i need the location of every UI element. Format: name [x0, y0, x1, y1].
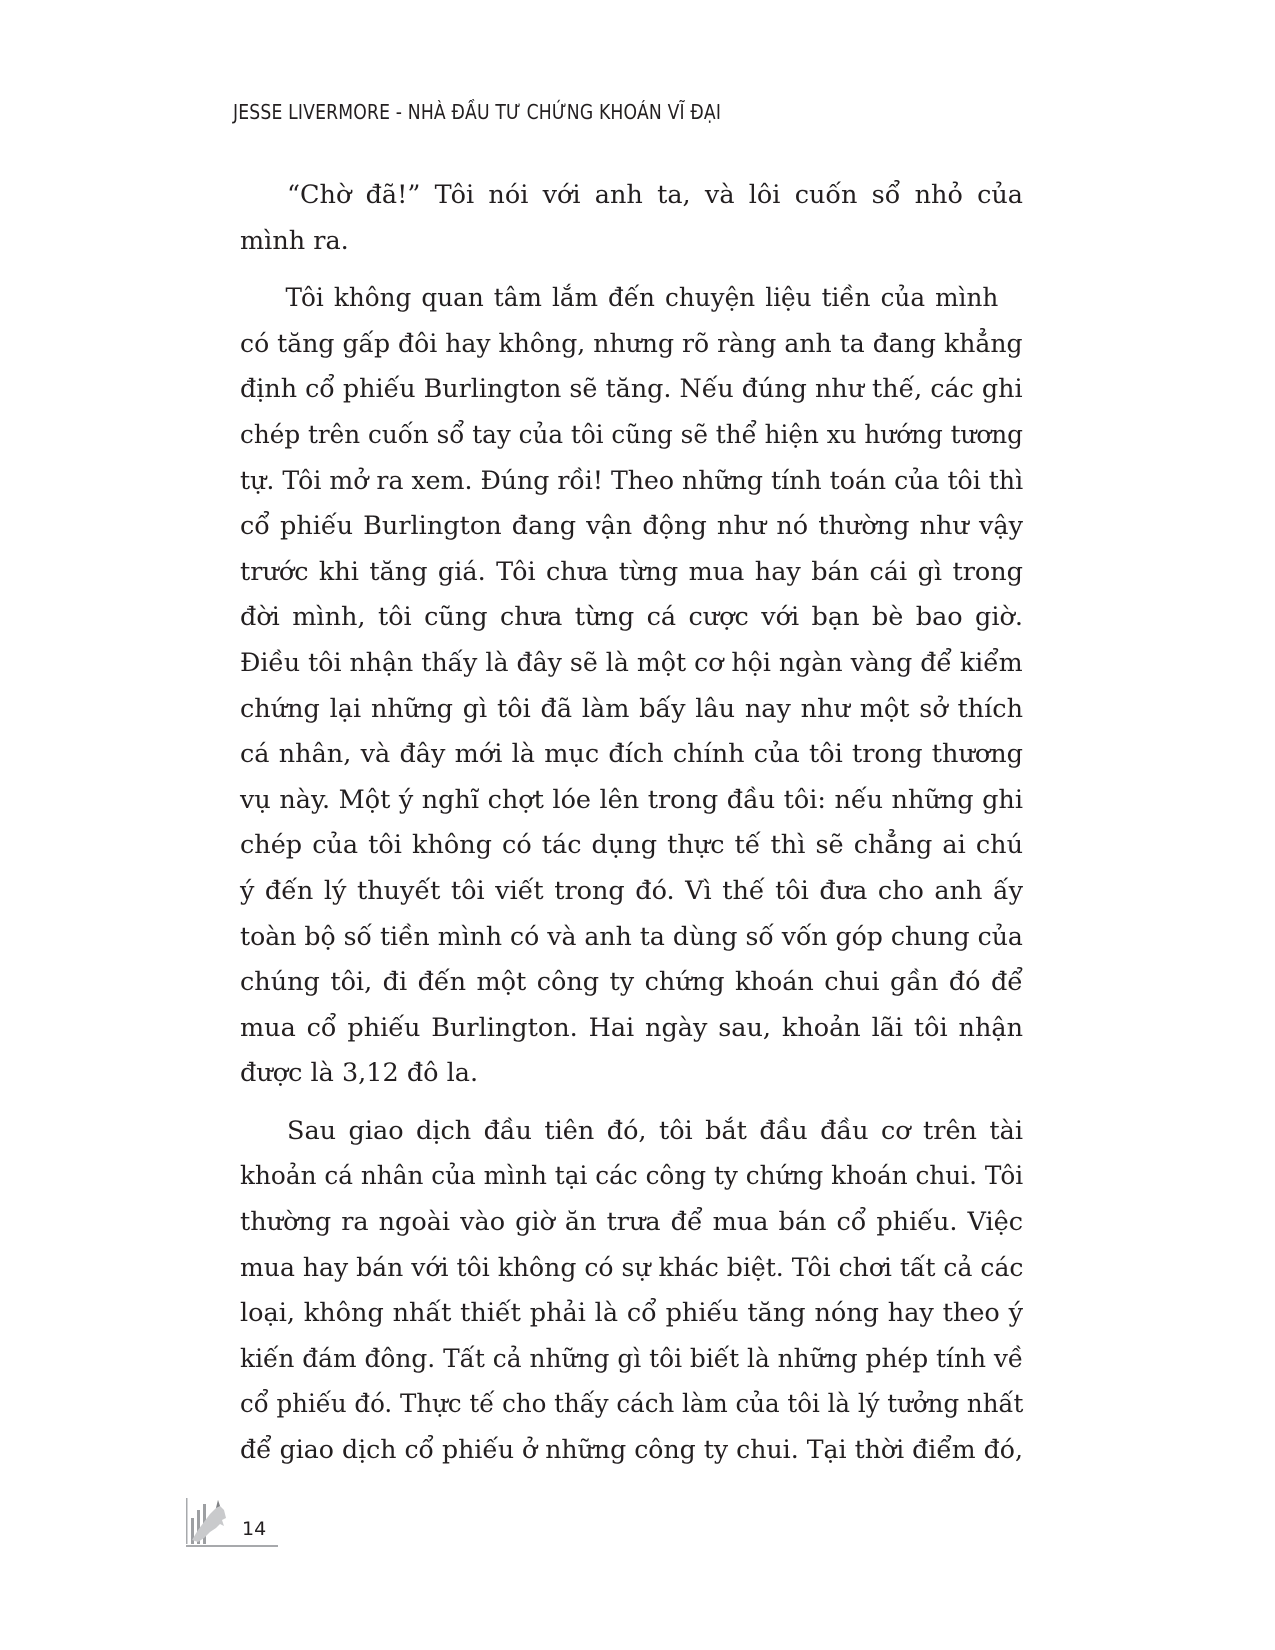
- text-line: loại, không nhất thiết phải là cổ phiếu tăng nóng hay theo ý: [240, 1298, 1023, 1329]
- text-line: Sau giao dịch đầu tiên đó, tôi bắt đầu đầu cơ trên tài: [287, 1115, 1023, 1146]
- text-line: Điều tôi nhận thấy là đây sẽ là một cơ hội ngàn vàng để kiểm: [240, 647, 1023, 678]
- text-line: mua hay bán với tôi không có sự khác biệt. Tôi chơi tất cả các: [240, 1252, 1024, 1283]
- text-line: được là 3,12 đô la.: [240, 1058, 479, 1089]
- text-line: cổ phiếu đó. Thực tế cho thấy cách làm của tôi là lý tưởng nhất: [240, 1389, 1024, 1420]
- paragraph-3: [240, 1109, 1023, 1474]
- text-line: trước khi tăng giá. Tôi chưa từng mua hay bán cái gì trong: [240, 556, 1023, 587]
- text-line: đời mình, tôi cũng chưa từng cá cược với bạn bè bao giờ.: [240, 602, 1023, 633]
- text-line: cổ phiếu Burlington đang vận động như nó thường như vậy: [240, 511, 1023, 542]
- text-line: có tăng gấp đôi hay không, nhưng rõ ràng anh ta đang khẳng: [240, 328, 1023, 359]
- footer-rule: [186, 1545, 278, 1547]
- text-line: chép của tôi không có tác dụng thực tế thì sẽ chẳng ai chú: [240, 830, 1023, 861]
- text-line: toàn bộ số tiền mình có và anh ta dùng số vốn góp chung của: [240, 921, 1023, 952]
- text-line: ý đến lý thuyết tôi viết trong đó. Vì thế tôi đưa cho anh ấy: [240, 875, 1023, 906]
- text-line: để giao dịch cổ phiếu ở những công ty chui. Tại thời điểm đó,: [240, 1435, 1023, 1466]
- text-line: tự. Tôi mở ra xem. Đúng rồi! Theo những tính toán của tôi thì: [240, 465, 1024, 496]
- text-line: Tôi không quan tâm lắm đến chuyện liệu tiền của mình: [285, 283, 999, 314]
- text-line: mua cổ phiếu Burlington. Hai ngày sau, khoản lãi tôi nhận: [240, 1012, 1023, 1043]
- text-line: khoản cá nhân của mình tại các công ty chứng khoán chui. Tôi: [240, 1161, 1024, 1192]
- text-line: chép trên cuốn sổ tay của tôi cũng sẽ thể hiện xu hướng tương: [240, 419, 1023, 450]
- text-line: chúng tôi, đi đến một công ty chứng khoán chui gần đó để: [240, 967, 1023, 998]
- text-line: vụ này. Một ý nghĩ chợt lóe lên trong đầu tôi: nếu những ghi: [240, 784, 1023, 815]
- body-text: [240, 173, 1023, 1486]
- paragraph-2: [240, 276, 1023, 1097]
- text-line: thường ra ngoài vào giờ ăn trưa để mua bán cổ phiếu. Việc: [240, 1207, 1023, 1238]
- text-line: chứng lại những gì tôi đã làm bấy lâu nay như một sở thích: [240, 693, 1023, 724]
- bull-chart-icon: [186, 1496, 234, 1544]
- text-line: định cổ phiếu Burlington sẽ tăng. Nếu đúng như thế, các ghi: [240, 374, 1023, 405]
- running-header: JESSE LIVERMORE - NHÀ ĐẦU TƯ CHỨNG KHOÁN VĨ ĐẠI: [233, 100, 722, 124]
- page-number: 14: [242, 1518, 267, 1540]
- text-line: kiến đám đông. Tất cả những gì tôi biết là những phép tính về: [240, 1343, 1024, 1374]
- text-line: cá nhân, và đây mới là mục đích chính của tôi trong thương: [240, 739, 1023, 770]
- text-line: “Chờ đã!” Tôi nói với anh ta, và lôi cuốn sổ nhỏ của: [287, 180, 1023, 210]
- page-footer: [186, 1496, 286, 1550]
- paragraph-1: [240, 173, 1023, 264]
- text-line: mình ra.: [240, 225, 349, 256]
